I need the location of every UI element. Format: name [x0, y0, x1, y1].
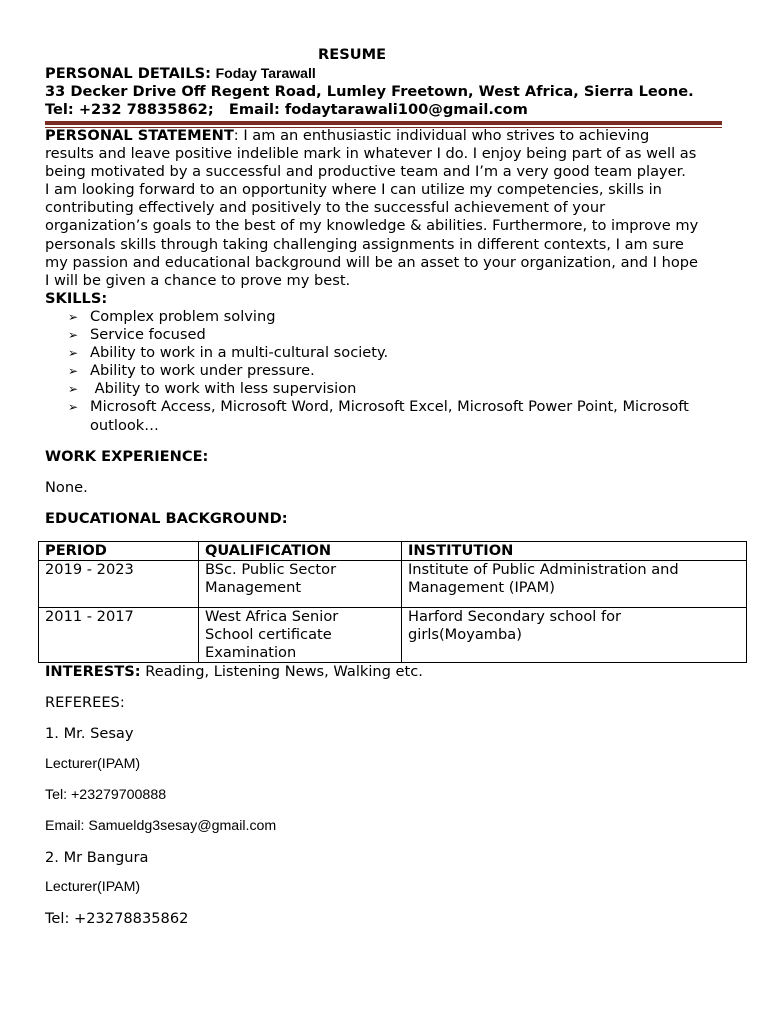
- arrow-bullet-icon: ➢: [68, 346, 79, 361]
- personal-details-line: [45, 65, 316, 82]
- table-row: [39, 561, 747, 608]
- cell-period: 2019 - 2023: [39, 561, 199, 608]
- column-header-period: PERIOD: [39, 542, 199, 561]
- header-divider: [45, 121, 722, 125]
- cell-institution: Institute of Public Administration and Management (IPAM): [402, 561, 747, 608]
- referee-1-role: Lecturer(IPAM): [45, 756, 141, 772]
- candidate-name: Foday Tarawall: [215, 65, 316, 81]
- skill-item: ➢ Microsoft Access, Microsoft Word, Microsoft Excel, Microsoft Power Point, Microsoft outlook…: [68, 398, 689, 434]
- interests-value: Reading, Listening News, Walking etc.: [140, 663, 423, 680]
- arrow-bullet-icon: ➢: [68, 364, 79, 379]
- cell-qualification: BSc. Public Sector Management: [199, 561, 402, 608]
- arrow-bullet-icon: ➢: [68, 310, 79, 324]
- arrow-bullet-icon: ➢: [68, 382, 79, 397]
- skill-item: ➢ Ability to work in a multi-cultural society.: [68, 344, 389, 362]
- referees-heading: REFEREES:: [45, 694, 125, 711]
- statement-line: organization’s goals to the best of my knowledge & abilities. Furthermore, to improve my: [45, 217, 699, 235]
- skill-item: ➢ Ability to work under pressure.: [68, 362, 315, 380]
- table-header-row: [39, 542, 747, 561]
- referee-1-email: Email: Samueldg3sesay@gmail.com: [45, 818, 277, 834]
- statement-line: personals skills through taking challenging assignments in different contexts, I am sure: [45, 235, 684, 253]
- statement-line: I am looking forward to an opportunity where I can utilize my competencies, skills in: [45, 181, 662, 199]
- statement-line: results and leave positive indelible mark in whatever I do. I enjoy being part of as well as: [45, 145, 697, 163]
- referee-2-role: Lecturer(IPAM): [45, 879, 141, 895]
- cell-period: 2011 - 2017: [39, 608, 199, 663]
- contact-line: Tel: +232 78835862; Email: fodaytarawali100@gmail.com: [45, 101, 528, 118]
- arrow-bullet-icon: ➢: [68, 400, 79, 415]
- interests-line: [45, 663, 423, 680]
- table-row: [39, 608, 747, 663]
- referee-2-tel: Tel: +23278835862: [45, 910, 189, 927]
- skills-heading: SKILLS:: [45, 289, 108, 307]
- referee-1-tel: Tel: +23279700888: [45, 787, 167, 803]
- skills-list: [68, 308, 738, 435]
- education-table: [38, 541, 747, 663]
- statement-label: PERSONAL STATEMENT: [45, 127, 234, 144]
- interests-label: INTERESTS:: [45, 663, 141, 680]
- skill-item: ➢ Ability to work with less supervision: [68, 380, 357, 398]
- address-line: 33 Decker Drive Off Regent Road, Lumley Freetown, West Africa, Sierra Leone.: [45, 83, 694, 100]
- work-experience-heading: WORK EXPERIENCE:: [45, 448, 209, 465]
- skill-item: ➢ Complex problem solving: [68, 308, 276, 325]
- column-header-qualification: QUALIFICATION: [199, 542, 402, 561]
- education-heading: EDUCATIONAL BACKGROUND:: [45, 510, 288, 527]
- cell-institution: Harford Secondary school for girls(Moyamba): [402, 608, 747, 663]
- cell-qualification: West Africa Senior School certificate Examination: [199, 608, 402, 663]
- column-header-institution: INSTITUTION: [402, 542, 747, 561]
- referee-2-name: 2. Mr Bangura: [45, 849, 149, 866]
- skill-item: ➢ Service focused: [68, 326, 206, 344]
- referee-1-name: 1. Mr. Sesay: [45, 725, 134, 742]
- arrow-bullet-icon: ➢: [68, 328, 79, 343]
- statement-line: contributing effectively and positively to the successful achievement of your: [45, 199, 606, 217]
- personal-statement: [45, 127, 735, 308]
- statement-line: : I am an enthusiastic individual who strives to achieving: [233, 127, 650, 144]
- statement-line: being motivated by a successful and productive team and I’m a very good team player.: [45, 163, 686, 181]
- statement-line: my passion and educational background will be an asset to your organization, and I hope: [45, 253, 699, 271]
- statement-line: I will be given a chance to prove my best.: [45, 271, 351, 289]
- resume-title: RESUME: [318, 46, 387, 63]
- personal-details-label: PERSONAL DETAILS:: [45, 65, 211, 82]
- work-experience-value: None.: [45, 479, 88, 496]
